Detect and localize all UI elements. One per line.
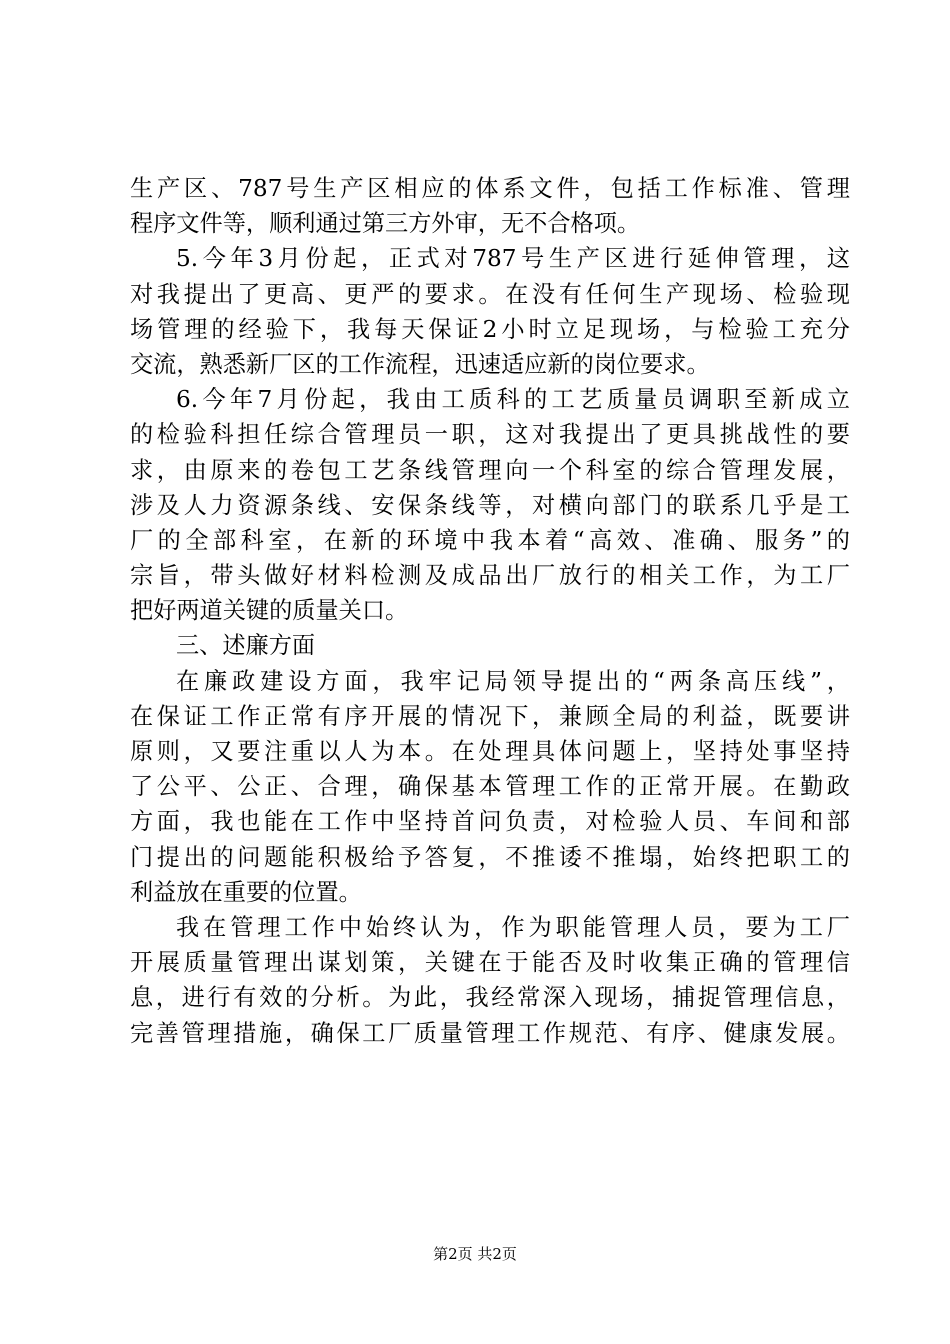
text-line: 生产区、787号生产区相应的体系文件，包括工作标准、管理 <box>130 175 850 202</box>
text-line: 在保证工作正常有序开展的情况下，兼顾全局的利益，既要讲 <box>130 702 850 730</box>
text-line: 宗旨，带头做好材料检测及成品出厂放行的相关工作，为工厂 <box>130 562 850 590</box>
text-line: 原则，又要注重以人为本。在处理具体问题上，坚持处事坚持 <box>130 738 850 765</box>
text-line: 息，进行有效的分析。为此，我经常深入现场，捕捉管理信息， <box>130 984 850 1012</box>
text-line: 场管理的经验下，我每天保证2小时立足现场，与检验工充分 <box>130 315 850 343</box>
text-line: 涉及人力资源条线、安保条线等，对横向部门的联系几乎是工 <box>130 491 850 519</box>
paragraph-item-5-start: 5.今年3月份起，正式对787号生产区进行延伸管理，这 <box>176 245 850 273</box>
text-line: 方面，我也能在工作中坚持首问负责，对检验人员、车间和部 <box>130 808 850 836</box>
paragraph-integrity-start: 在廉政建设方面，我牢记局领导提出的“两条高压线”， <box>176 667 850 695</box>
text-line: 交流，熟悉新厂区的工作流程，迅速适应新的岗位要求。 <box>130 350 710 378</box>
text-line: 完善管理措施，确保工厂质量管理工作规范、有序、健康发展。 <box>130 1019 850 1047</box>
text-line: 的检验科担任综合管理员一职，这对我提出了更具挑战性的要 <box>130 421 850 449</box>
text-line: 求，由原来的卷包工艺条线管理向一个科室的综合管理发展， <box>130 456 850 484</box>
page-number-footer: 第2页 共2页 <box>433 1245 517 1263</box>
text-line: 把好两道关键的质量关口。 <box>130 597 409 625</box>
section-heading: 三、述廉方面 <box>176 632 316 660</box>
text-line: 了公平、公正、合理，确保基本管理工作的正常开展。在勤政 <box>130 773 850 801</box>
text-line: 利益放在重要的位置。 <box>130 878 362 906</box>
text-line: 对我提出了更高、更严的要求。在没有任何生产现场、检验现 <box>130 280 850 308</box>
text-line: 程序文件等，顺利通过第三方外审，无不合格项。 <box>130 210 641 238</box>
document-body <box>130 171 850 1051</box>
text-line: 门提出的问题能积极给予答复，不推诿不推塌，始终把职工的 <box>130 843 850 871</box>
paragraph-conclusion-start: 我在管理工作中始终认为，作为职能管理人员，要为工厂 <box>176 913 850 941</box>
paragraph-item-6-start: 6.今年7月份起，我由工质科的工艺质量员调职至新成立 <box>176 386 850 414</box>
text-line: 厂的全部科室，在新的环境中我本着“高效、准确、服务”的 <box>130 526 850 554</box>
text-line: 开展质量管理出谋划策，关键在于能否及时收集正确的管理信 <box>130 949 850 977</box>
